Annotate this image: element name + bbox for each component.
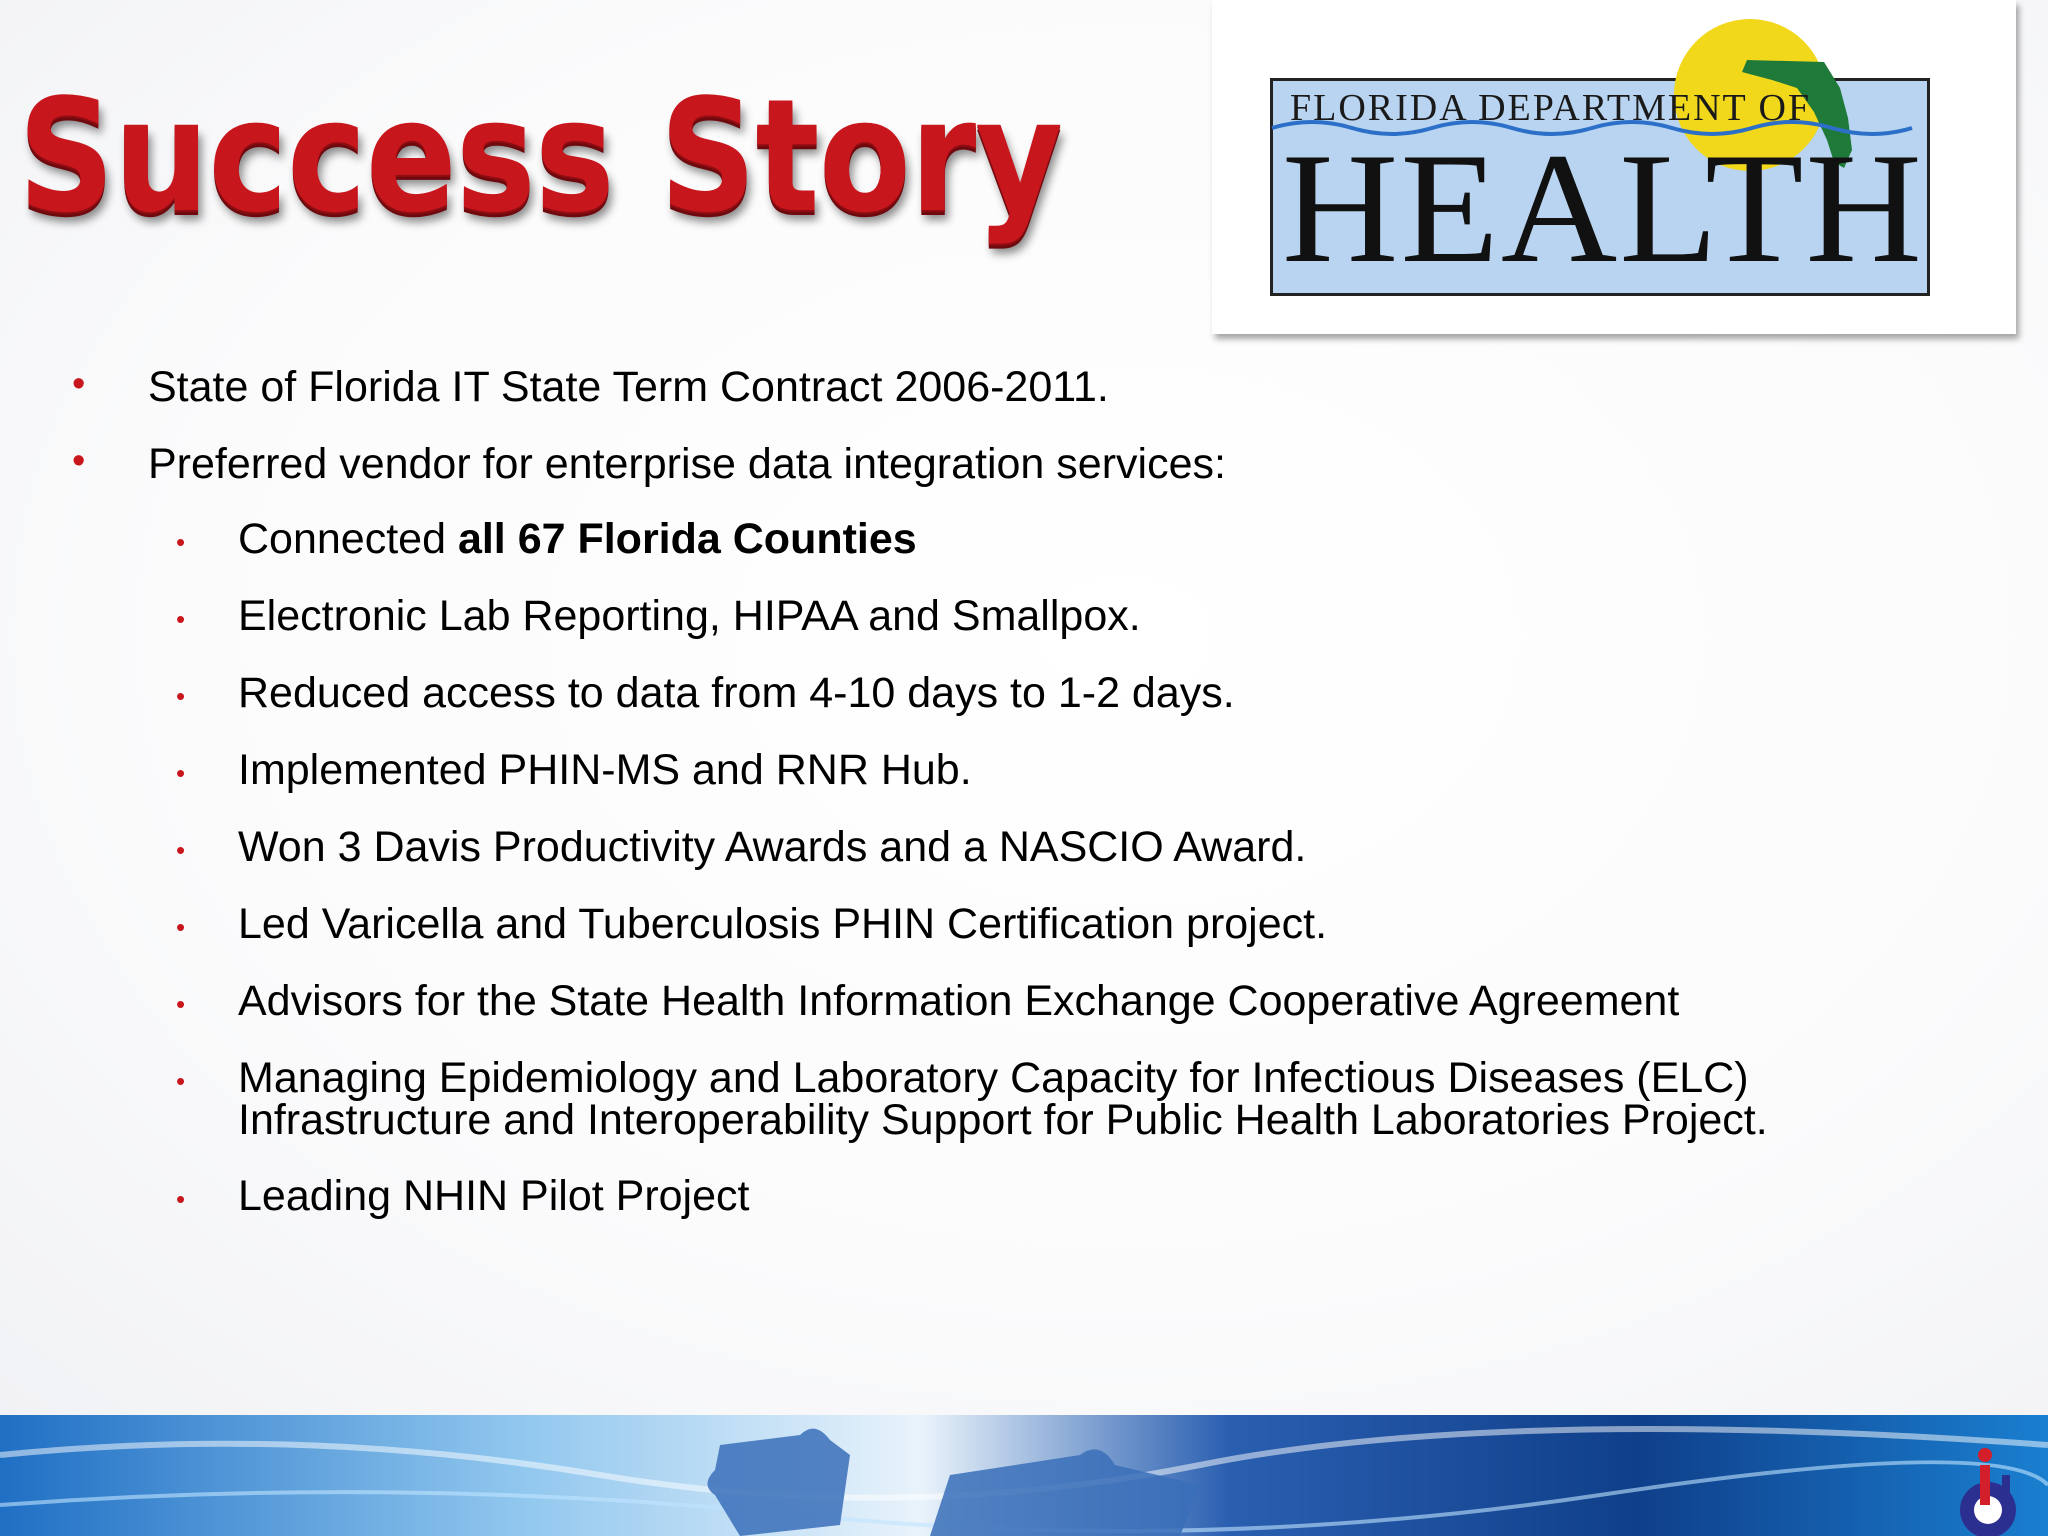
sub-bullet-text-bold: all 67 Florida Counties [457,515,917,563]
sub-bullet-text: Won 3 Davis Productivity Awards and a NASCIO Award. [238,823,1307,871]
bullet-text: Preferred vendor for enterprise data integration services: [148,440,1226,488]
sub-bullet-dot: • [176,604,186,634]
sub-bullet-dot: • [176,1066,186,1096]
sub-bullet-text: Led Varicella and Tuberculosis PHIN Certification project. [238,900,1328,948]
sub-bullet-text: Electronic Lab Reporting, HIPAA and Smallpox. [238,592,1141,640]
sub-bullet-dot: • [176,1184,186,1214]
bullet-dot: • [72,363,86,405]
sub-bullet-dot: • [176,527,186,557]
logo-main-text: HEALTH [1282,121,1924,296]
logo-top-text: FLORIDA DEPARTMENT OF [1290,87,1812,129]
sub-bullet-text-line2: Infrastructure and Interoperability Support for Public Health Laboratories Project. [238,1096,1768,1144]
sub-bullet-text: Reduced access to data from 4-10 days to 1-2 days. [238,669,1235,717]
sub-bullet-dot: • [176,989,186,1019]
sub-bullet-text: Implemented PHIN-MS and RNR Hub. [238,746,972,794]
sub-bullet-text: Advisors for the State Health Information Exchange Cooperative Agreement [238,977,1680,1025]
sub-bullet-dot: • [176,835,186,865]
sub-bullet-dot: • [176,912,186,942]
sub-bullet-text: Leading NHIN Pilot Project [238,1172,750,1220]
sub-bullet-dot: • [176,681,186,711]
slide-title: Success Story [18,65,1062,247]
footer-banner [0,1415,2048,1536]
bullet-dot: • [72,440,86,482]
sub-bullet-dot: • [176,758,186,788]
sub-bullet-text [238,517,917,561]
sub-bullet-text-prefix: Connected [238,515,458,563]
bullet-text: State of Florida IT State Term Contract 2006-2011. [148,363,1109,411]
sub-bullet-text-line1: Managing Epidemiology and Laboratory Capacity for Infectious Diseases (ELC) [238,1054,1749,1102]
